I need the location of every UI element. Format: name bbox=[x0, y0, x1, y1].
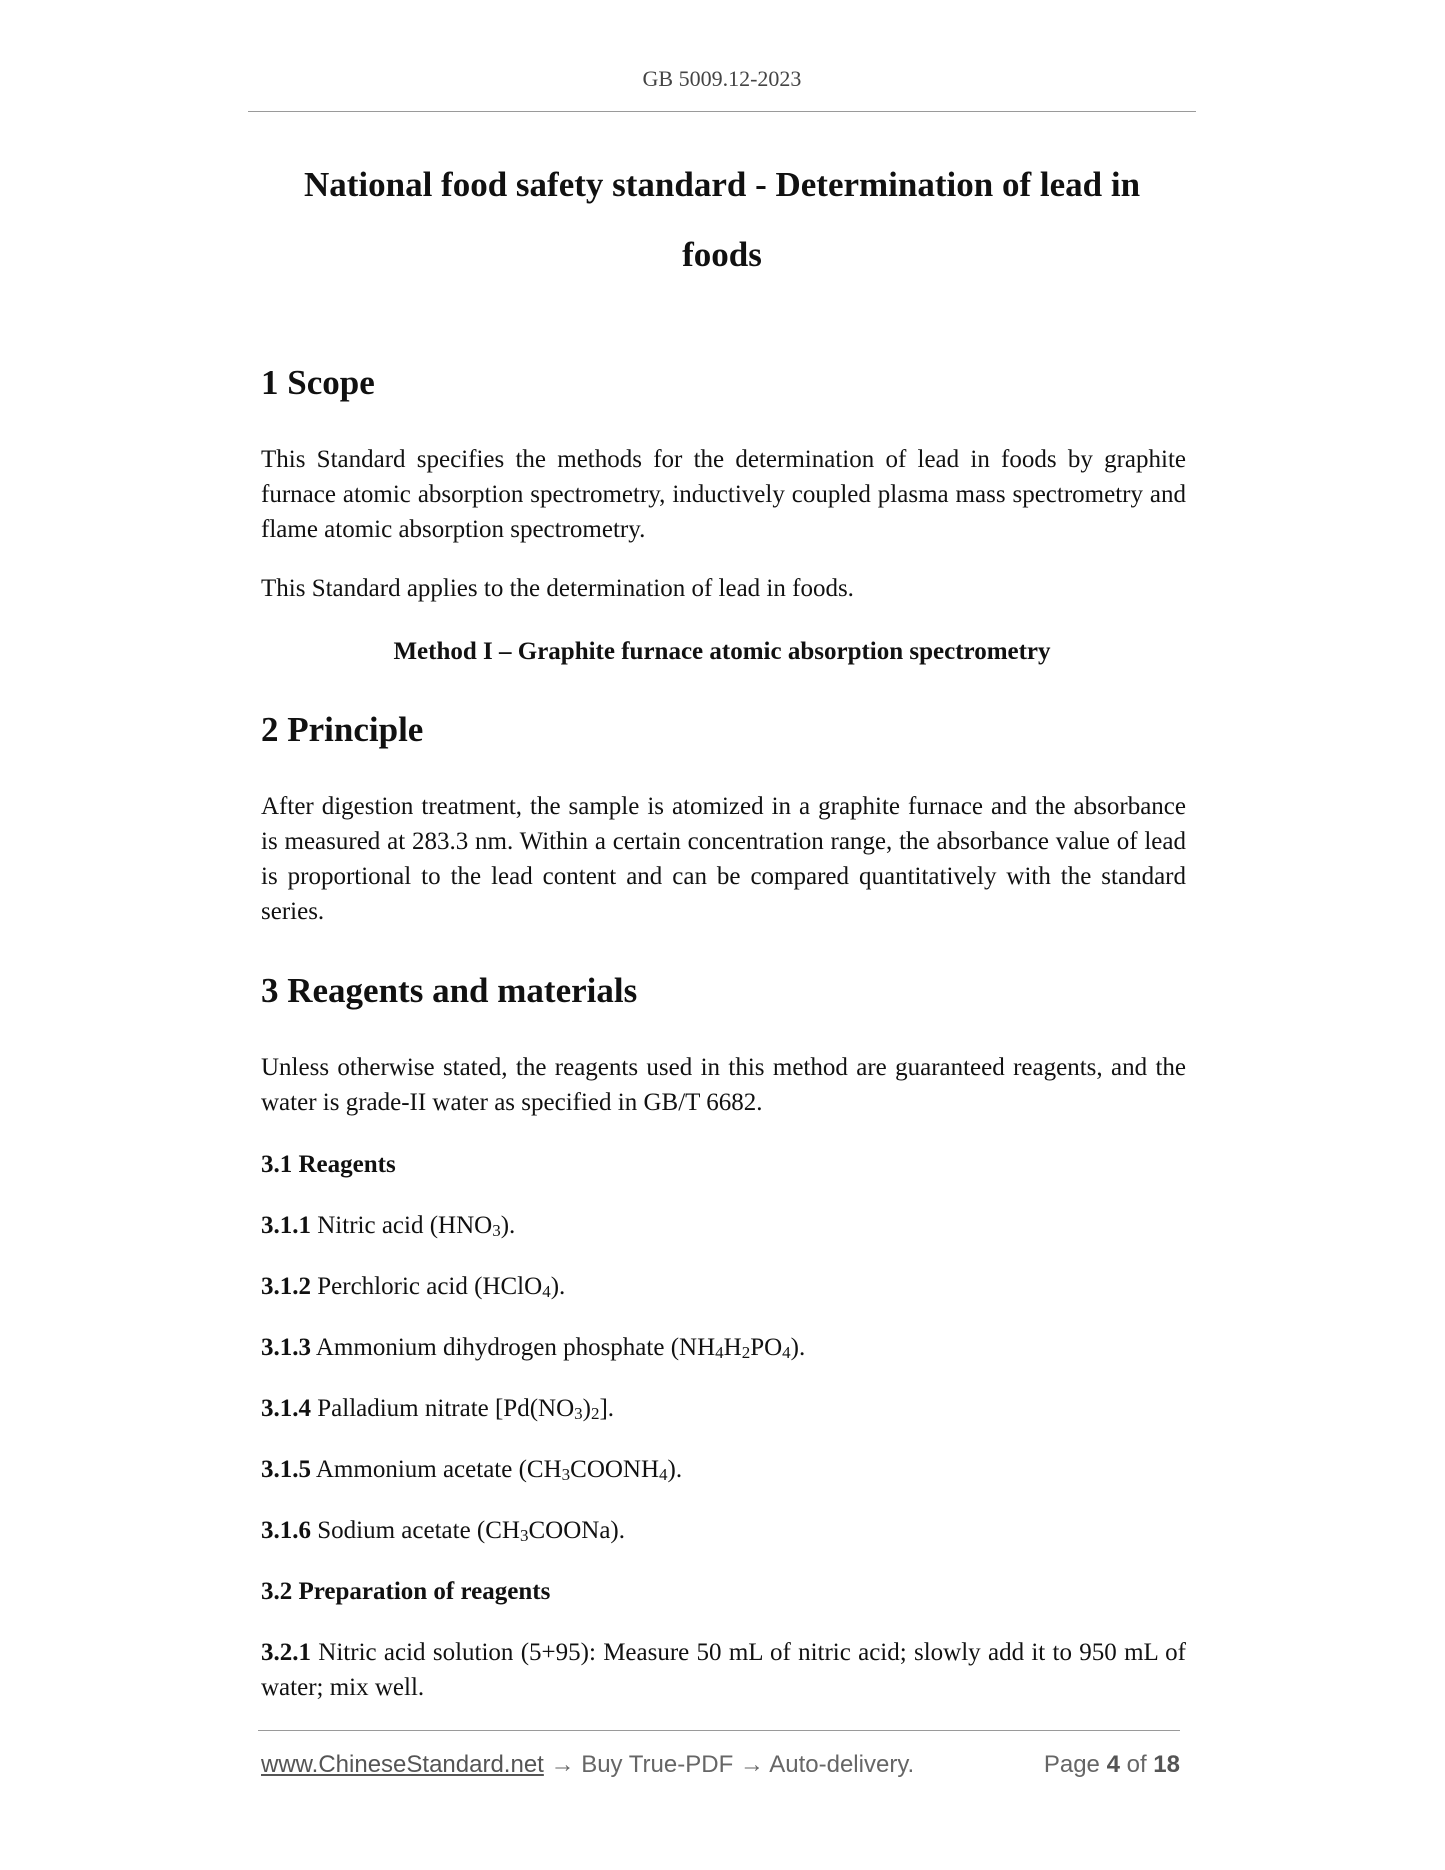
section-heading-reagents: 3 Reagents and materials bbox=[261, 971, 638, 1010]
document-title bbox=[248, 150, 1196, 290]
method-title: Method I – Graphite furnace atomic absorption spectrometry bbox=[393, 638, 1051, 665]
scope-paragraph-1: This Standard specifies the methods for the determination of lead in foods by graphite furnace atomic absorption spectrometry, inductively coupled plasma mass spectrometry and flame atomic absorption spectrometry. bbox=[261, 446, 1186, 543]
title-line-1: National food safety standard - Determination of lead in bbox=[303, 165, 1141, 204]
subheading-reagents: 3.1 Reagents bbox=[261, 1151, 396, 1178]
header-rule bbox=[248, 111, 1196, 112]
item-number: 3.1.1 bbox=[261, 1212, 311, 1239]
item-number: 3.1.2 bbox=[261, 1273, 311, 1300]
reagent-item: 3.1.3 Ammonium dihydrogen phosphate (NH4H2PO4). bbox=[261, 1334, 806, 1363]
page-footer bbox=[261, 1751, 1186, 1783]
principle-paragraph: After digestion treatment, the sample is atomized in a graphite furnace and the absorbance is measured at 283.3 nm. Within a certain concentration range, the absorbance value of lead is proportional to the lead content and can be compared quantitatively with the standard series. bbox=[261, 793, 1186, 925]
subheading-preparation: 3.2 Preparation of reagents bbox=[261, 1578, 551, 1605]
footer-rule bbox=[258, 1730, 1180, 1731]
arrow-icon: → bbox=[739, 1751, 764, 1778]
prep-item: 3.2.1 Nitric acid solution (5+95): Measure 50 mL of nitric acid; slowly add it to 950 mL of water; mix well. bbox=[261, 1639, 1186, 1701]
title-line-2: foods bbox=[682, 235, 762, 274]
buy-pdf-text: Buy True-PDF bbox=[581, 1751, 734, 1778]
header-doc-code: GB 5009.12-2023 bbox=[642, 66, 802, 91]
website-link[interactable]: www.ChineseStandard.net bbox=[261, 1751, 544, 1778]
page-indicator: Page 4 of 18 bbox=[1043, 1751, 1180, 1778]
reagent-item: 3.1.1 Nitric acid (HNO3). bbox=[261, 1212, 516, 1241]
section-heading-principle: 2 Principle bbox=[261, 710, 424, 749]
arrow-icon: → bbox=[550, 1751, 575, 1778]
reagents-paragraph: Unless otherwise stated, the reagents used in this method are guaranteed reagents, and the water is grade-II water as specified in GB/T 6682. bbox=[261, 1054, 1186, 1116]
page-number: 4 bbox=[1106, 1751, 1120, 1778]
item-number: 3.1.5 bbox=[261, 1456, 311, 1483]
section-heading-scope: 1 Scope bbox=[261, 363, 375, 402]
item-number: 3.1.3 bbox=[261, 1334, 311, 1361]
reagent-item: 3.1.6 Sodium acetate (CH3COONa). bbox=[261, 1517, 625, 1546]
page-total: 18 bbox=[1153, 1751, 1180, 1778]
scope-paragraph-2: This Standard applies to the determination of lead in foods. bbox=[261, 575, 854, 602]
reagent-item: 3.1.5 Ammonium acetate (CH3COONH4). bbox=[261, 1456, 683, 1485]
reagent-item: 3.1.2 Perchloric acid (HClO4). bbox=[261, 1273, 566, 1302]
item-number: 3.1.4 bbox=[261, 1395, 311, 1422]
item-number: 3.2.1 bbox=[261, 1639, 311, 1666]
item-number: 3.1.6 bbox=[261, 1517, 311, 1544]
delivery-text: Auto-delivery. bbox=[769, 1751, 915, 1778]
reagent-item: 3.1.4 Palladium nitrate [Pd(NO3)2]. bbox=[261, 1395, 615, 1424]
